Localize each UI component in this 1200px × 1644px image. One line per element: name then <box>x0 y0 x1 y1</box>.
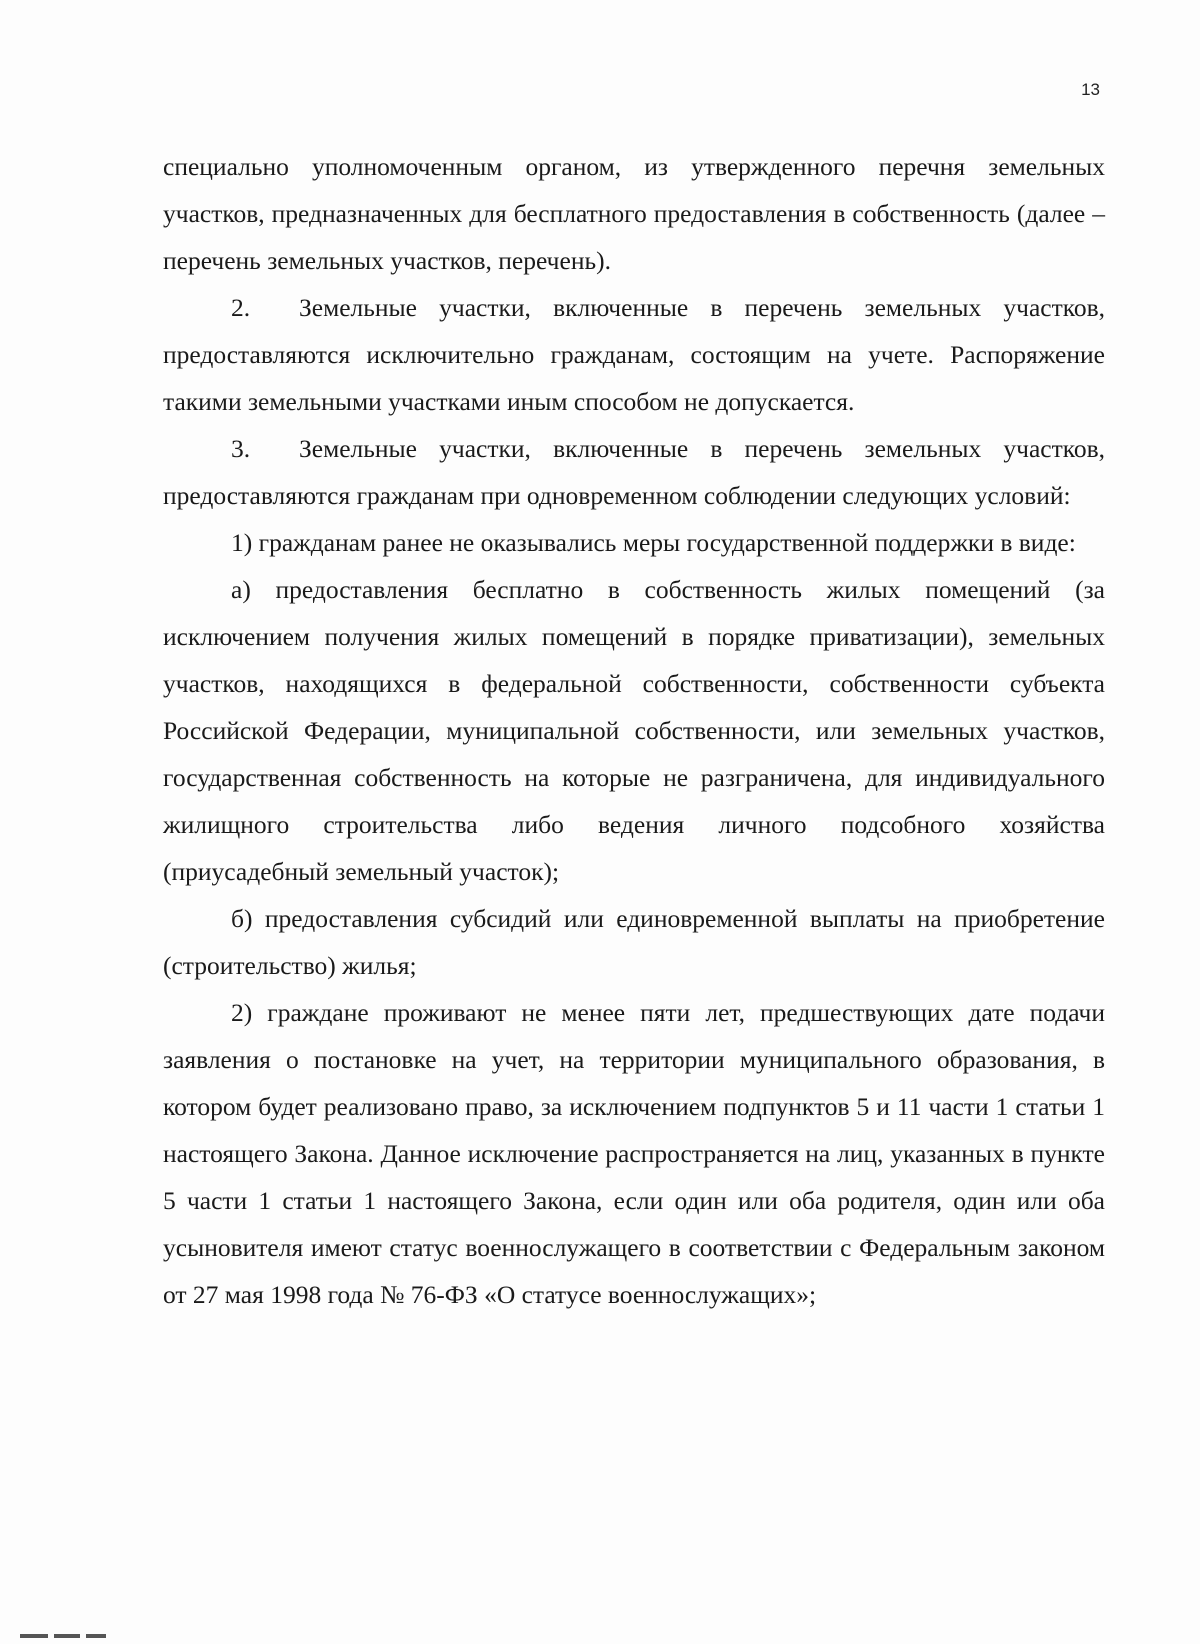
subitem-1: 1) гражданам ранее не оказывались меры государственной поддержки в виде: <box>231 528 1076 557</box>
document-body <box>163 143 1105 1318</box>
paragraph-text: Земельные участки, включенные в перечень земельных участков, предоставляются гражданам при одновременном соблюдении следующих условий: <box>163 434 1105 510</box>
paragraph-text: Земельные участки, включенные в перечень земельных участков, предоставляются исключительно гражданам, состоящим на учете. Распоряжение такими земельными участками иным способом не допускается. <box>163 293 1105 416</box>
subitem-b: б) предоставления субсидий или единовременной выплаты на приобретение (строительство) жилья; <box>163 904 1105 980</box>
subitem-a: а) предоставления бесплатно в собственность жилых помещений (за исключением получения жилых помещений в порядке приватизации), земельных участков, находящихся в федеральной собственности, собственности субъекта Российской Федерации, муниципальной собственности, или земельных участков, государственная собственность на которые не разграничена, для индивидуального жилищного строительства либо ведения личного подсобного хозяйства (приусадебный земельный участок); <box>163 575 1105 886</box>
paragraph-continuation: специально уполномоченным органом, из утвержденного перечня земельных участков, предназначенных для бесплатного предоставления в собственность (далее – перечень земельных участков, перечень). <box>163 152 1105 275</box>
paragraph-item-3 <box>163 425 1105 519</box>
scan-edge-marks <box>20 1634 130 1644</box>
page-number: 13 <box>1081 80 1100 99</box>
item-number: 2. <box>231 293 251 322</box>
paragraph-item-2 <box>163 284 1105 425</box>
subitem-2: 2) граждане проживают не менее пяти лет, предшествующих дате подачи заявления о постановке на учет, на территории муниципального образования, в котором будет реализовано право, за исключением подпунктов 5 и 11 части 1 статьи 1 настоящего Закона. Данное исключение распространяется на лиц, указанных в пункте 5 части 1 статьи 1 настоящего Закона, если один или оба родителя, один или оба усыновителя имеют статус военнослужащего в соответствии с Федеральным законом от 27 мая 1998 года № 76-ФЗ «О статусе военнослужащих»; <box>163 998 1105 1309</box>
item-number: 3. <box>231 434 251 463</box>
